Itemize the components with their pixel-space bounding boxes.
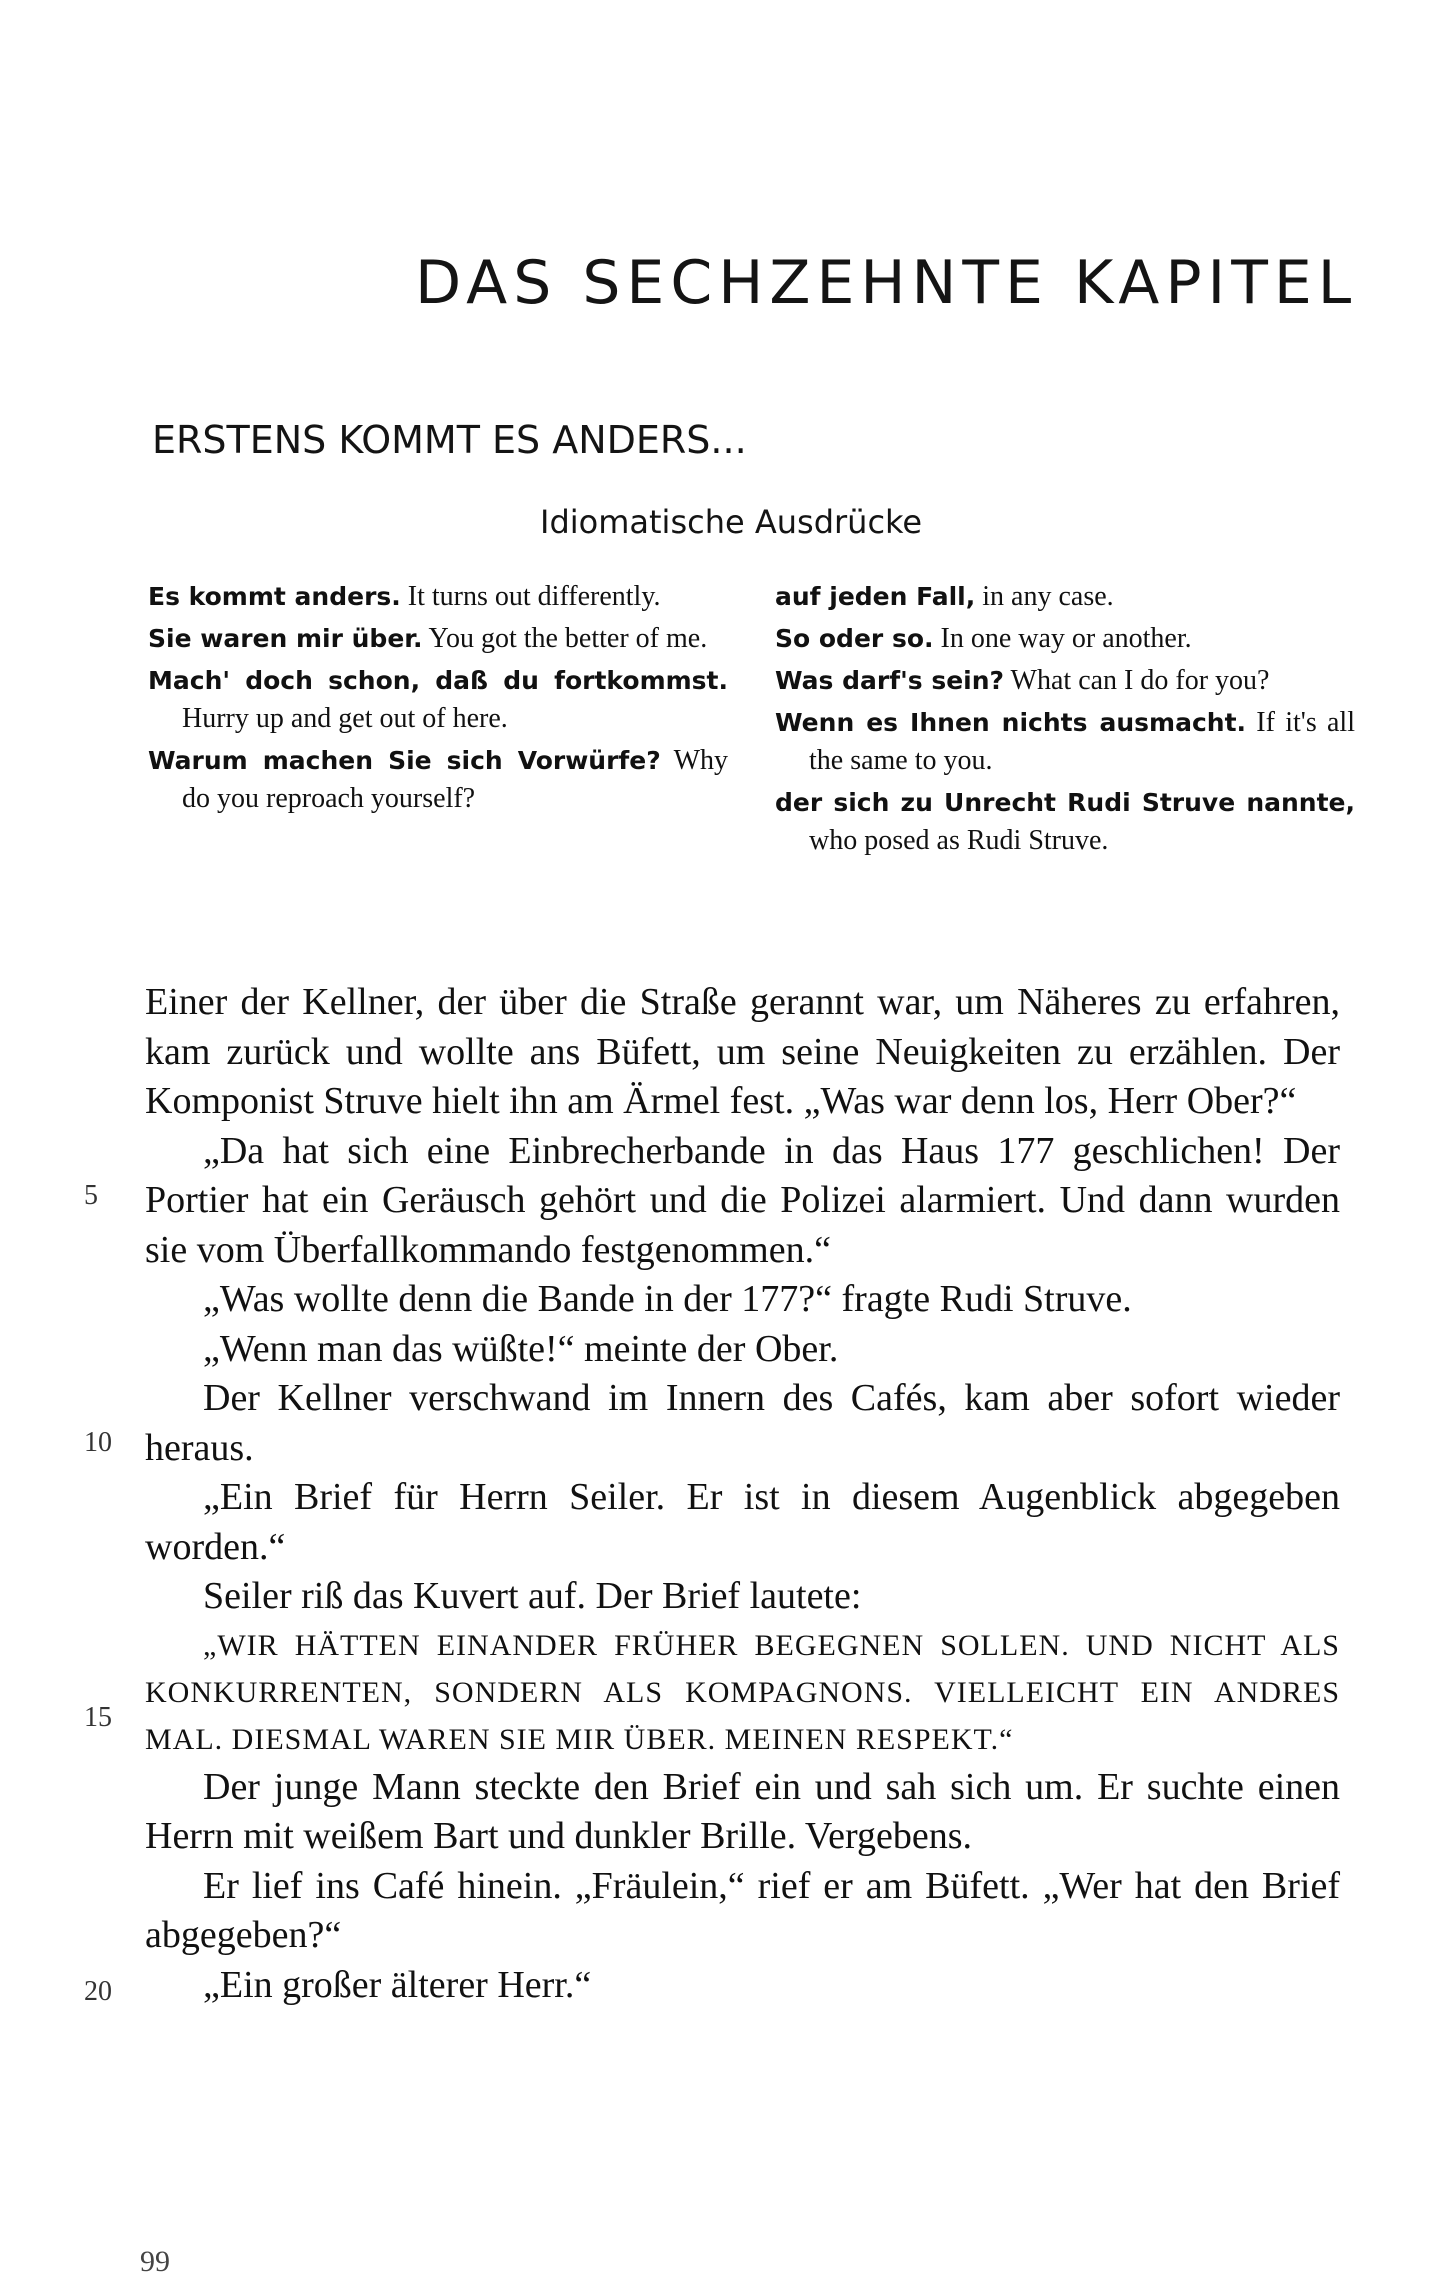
vocab-column-right bbox=[775, 578, 1355, 864]
vocab-entry bbox=[775, 620, 1355, 658]
vocab-gloss: who posed as Rudi Struve. bbox=[809, 825, 1109, 856]
vocab-entry bbox=[148, 742, 728, 818]
paragraph: Der Kellner verschwand im Innern des Cafés, kam aber sofort wieder heraus. bbox=[145, 1377, 1340, 1469]
vocab-term: Sie waren mir über. bbox=[148, 624, 423, 653]
vocab-gloss: It turns out differently. bbox=[400, 581, 661, 612]
vocab-gloss: In one way or another. bbox=[933, 623, 1192, 654]
line-number: 15 bbox=[84, 1702, 112, 1733]
vocab-term: Mach' doch schon, daß du fortkommst. bbox=[148, 666, 728, 695]
paragraph: „Was wollte denn die Bande in der 177?“ fragte Rudi Struve. bbox=[203, 1278, 1132, 1320]
vocab-term: Was darf's sein? bbox=[775, 666, 1005, 695]
paragraph: Er lief ins Café hinein. „Fräulein,“ rief er am Büfett. „Wer hat den Brief abgegeben?“ bbox=[145, 1864, 1340, 1956]
paragraph: „Ein Brief für Herrn Seiler. Er ist in diesem Augenblick abgegeben worden.“ bbox=[145, 1476, 1340, 1568]
paragraph: „Da hat sich eine Einbrecherbande in das Haus 177 geschlichen! Der Portier hat ein Geräusch gehört und die Polizei alarmiert. Und dann wurden sie vom Überfallkommando festgenommen.“ bbox=[145, 1129, 1340, 1271]
vocab-gloss: If it's all the same to you. bbox=[809, 707, 1355, 776]
vocab-term: auf jeden Fall, bbox=[775, 582, 976, 611]
vocab-column-left bbox=[148, 578, 728, 822]
line-number: 10 bbox=[84, 1427, 112, 1458]
vocab-gloss: Hurry up and get out of here. bbox=[182, 703, 508, 734]
page-number: 99 bbox=[140, 2245, 170, 2278]
body-text bbox=[145, 978, 1340, 2010]
vocab-term: der sich zu Unrecht Rudi Struve nannte, bbox=[775, 788, 1355, 817]
section-title: ERSTENS KOMMT ES ANDERS... bbox=[152, 418, 747, 462]
paragraph: Seiler riß das Kuvert auf. Der Brief lautete: bbox=[203, 1575, 862, 1617]
line-number: 5 bbox=[84, 1180, 98, 1211]
vocab-term: Es kommt anders. bbox=[148, 582, 401, 611]
paragraph: Einer der Kellner, der über die Straße gerannt war, um Näheres zu erfahren, kam zurück und wollte ans Büfett, um seine Neuigkeiten zu erzählen. Der Komponist Struve hielt ihn am Ärmel fest. „Was war denn los, Herr Ober?“ bbox=[145, 981, 1340, 1122]
paragraph: „Ein großer älterer Herr.“ bbox=[203, 1963, 592, 2006]
letter-text: „WIR HÄTTEN EINANDER FRÜHER BEGEGNEN SOLLEN. UND NICHT ALS KONKURRENTEN, SONDERN ALS KOMPAGNONS. VIELLEICHT EIN ANDRES MAL. DIESMAL WAREN SIE MIR ÜBER. MEINEN RESPEKT.“ bbox=[145, 1628, 1340, 1756]
paragraph: „Wenn man das wüßte!“ meinte der Ober. bbox=[203, 1327, 839, 1370]
vocab-entry bbox=[775, 578, 1355, 616]
vocab-entry bbox=[775, 704, 1355, 780]
vocab-entry bbox=[148, 578, 728, 616]
vocab-gloss: You got the better of me. bbox=[422, 623, 708, 654]
vocab-term: So oder so. bbox=[775, 624, 934, 653]
vocab-heading: Idiomatische Ausdrücke bbox=[540, 503, 923, 541]
vocab-entry bbox=[775, 784, 1355, 860]
vocab-term: Wenn es Ihnen nichts ausmacht. bbox=[775, 708, 1247, 737]
vocab-gloss: in any case. bbox=[975, 581, 1114, 612]
vocab-gloss: Why do you reproach yourself? bbox=[182, 745, 729, 814]
vocab-term: Warum machen Sie sich Vorwürfe? bbox=[148, 746, 661, 775]
vocab-entry bbox=[148, 662, 728, 738]
paragraph: Der junge Mann steckte den Brief ein und sah sich um. Er suchte einen Herrn mit weißem Bart und dunkler Brille. Vergebens. bbox=[145, 1765, 1340, 1857]
line-number: 20 bbox=[84, 1976, 112, 2007]
chapter-title: DAS SECHZEHNTE KAPITEL bbox=[415, 248, 1358, 318]
vocab-entry bbox=[148, 620, 728, 658]
vocab-gloss: What can I do for you? bbox=[1004, 665, 1270, 696]
vocab-entry bbox=[775, 662, 1355, 700]
